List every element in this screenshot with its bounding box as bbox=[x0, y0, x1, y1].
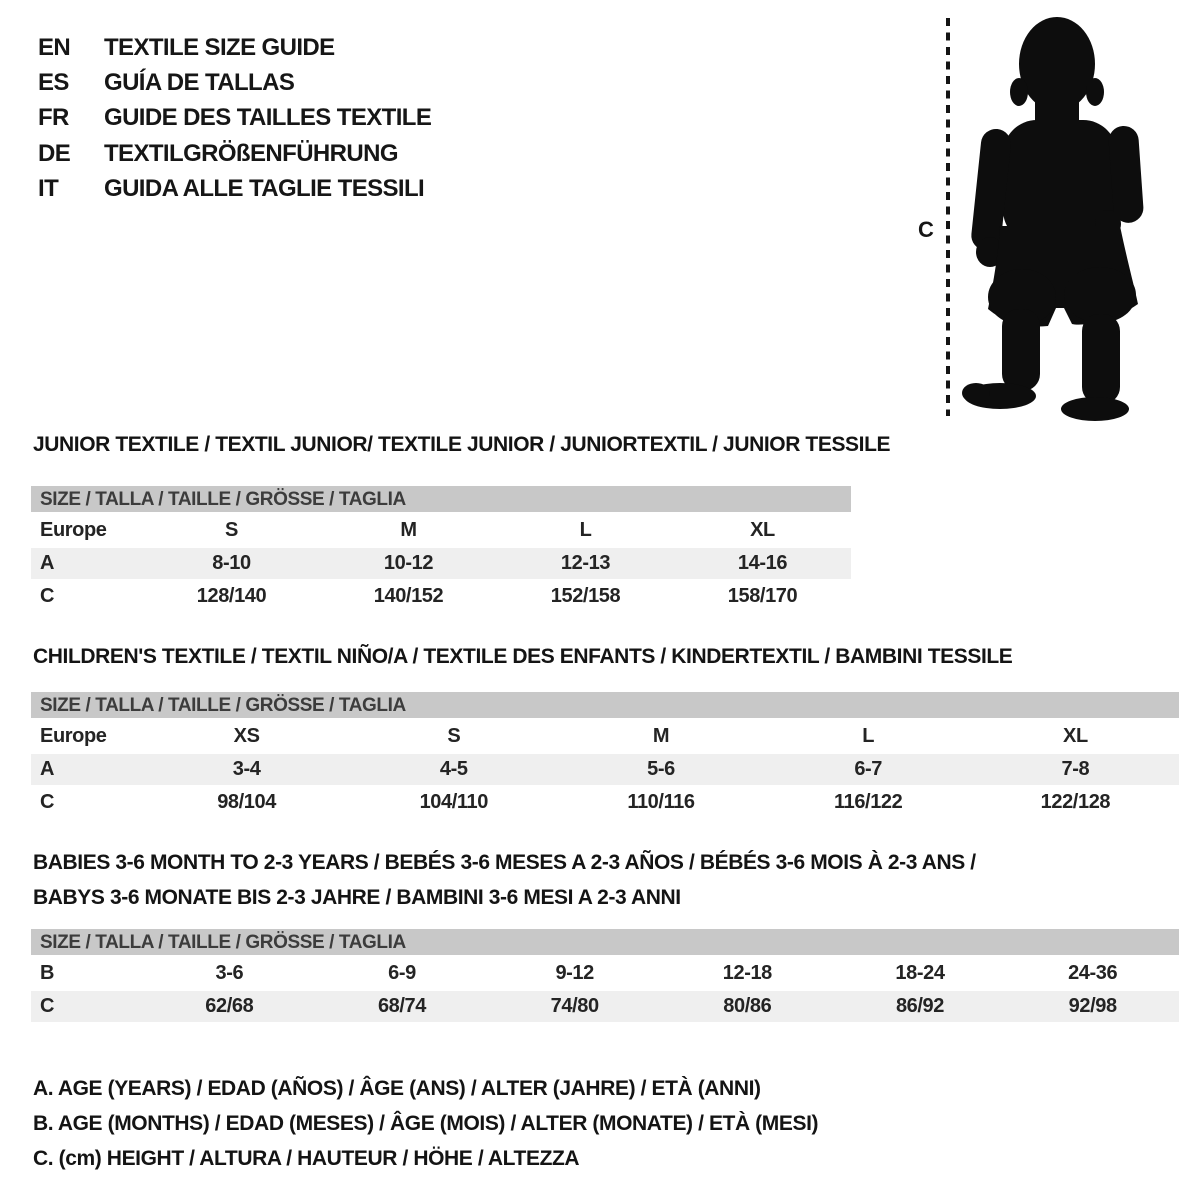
table-cell: M bbox=[400, 519, 417, 541]
guide-title-en: TEXTILE SIZE GUIDE bbox=[104, 33, 335, 61]
table-cell: 80/86 bbox=[723, 995, 772, 1017]
guide-title-de: TEXTILGRÖßENFÜHRUNG bbox=[104, 139, 398, 167]
legend-line-b: B. AGE (MONTHS) / EDAD (MESES) / ÂGE (MOIS) / ALTER (MONATE) / ETÀ (MESI) bbox=[33, 1112, 819, 1135]
size-band: SIZE / TALLA / TAILLE / GRÖSSE / TAGLIA bbox=[31, 486, 851, 512]
table-cell: 128/140 bbox=[196, 585, 267, 607]
table-cell: 68/74 bbox=[377, 995, 427, 1017]
junior-size-table bbox=[31, 486, 851, 614]
row-label: C bbox=[40, 585, 55, 607]
table-row-europe bbox=[31, 721, 1179, 752]
table-cell: 8-10 bbox=[212, 552, 251, 574]
table-cell: 6-7 bbox=[854, 758, 883, 780]
table-cell: XS bbox=[233, 725, 260, 747]
table-cell: 152/158 bbox=[550, 585, 621, 607]
table-cell: L bbox=[579, 519, 592, 541]
guide-title-es: GUÍA DE TALLAS bbox=[104, 69, 295, 97]
table-cell: 122/128 bbox=[1040, 791, 1111, 813]
legend-line-c: C. (cm) HEIGHT / ALTURA / HAUTEUR / HÖHE / ALTEZZA bbox=[33, 1147, 580, 1170]
table-cell: 86/92 bbox=[895, 995, 945, 1017]
table-cell: 92/98 bbox=[1068, 995, 1117, 1017]
babies-section-heading-line1: BABIES 3-6 MONTH TO 2-3 YEARS / BEBÉS 3-6 MESES A 2-3 AÑOS / BÉBÉS 3-6 MOIS À 2-3 ANS / bbox=[33, 851, 976, 874]
babies-size-table bbox=[31, 929, 1179, 1024]
baby-silhouette-figure bbox=[895, 14, 1165, 424]
table-cell: XL bbox=[750, 519, 775, 541]
table-cell: 3-4 bbox=[232, 758, 261, 780]
table-cell: 7-8 bbox=[1061, 758, 1090, 780]
row-label: C bbox=[40, 995, 55, 1017]
row-label: B bbox=[40, 962, 55, 984]
table-cell: 9-12 bbox=[555, 962, 594, 984]
table-cell: L bbox=[862, 725, 875, 747]
legend-line-a: A. AGE (YEARS) / EDAD (AÑOS) / ÂGE (ANS) / ALTER (JAHRE) / ETÀ (ANNI) bbox=[33, 1077, 761, 1100]
table-row-a bbox=[31, 754, 1179, 785]
lang-row-it bbox=[38, 172, 431, 207]
height-measure-label: C bbox=[918, 217, 934, 242]
lang-row-fr bbox=[38, 101, 431, 136]
table-cell: 110/116 bbox=[627, 791, 695, 813]
baby-silhouette bbox=[962, 17, 1144, 421]
table-cell: 4-5 bbox=[439, 758, 468, 780]
babies-section-heading-line2: BABYS 3-6 MONATE BIS 2-3 JAHRE / BAMBINI 3-6 MESI A 2-3 ANNI bbox=[33, 886, 681, 909]
table-row-c bbox=[31, 581, 851, 612]
size-band: SIZE / TALLA / TAILLE / GRÖSSE / TAGLIA bbox=[31, 692, 1179, 718]
table-cell: 98/104 bbox=[217, 791, 276, 813]
table-cell: 5-6 bbox=[647, 758, 675, 780]
row-label: Europe bbox=[40, 725, 107, 747]
lang-row-en bbox=[38, 30, 431, 65]
table-cell: 10-12 bbox=[383, 552, 434, 574]
children-section-heading: CHILDREN'S TEXTILE / TEXTIL NIÑO/A / TEXTILE DES ENFANTS / KINDERTEXTIL / BAMBINI TESSILE bbox=[33, 645, 1013, 668]
table-cell: 62/68 bbox=[205, 995, 254, 1017]
lang-code: IT bbox=[38, 175, 59, 203]
table-cell: S bbox=[447, 725, 461, 747]
legend bbox=[33, 1071, 818, 1176]
row-label: A bbox=[40, 552, 55, 574]
language-header bbox=[38, 30, 431, 207]
junior-section-heading: JUNIOR TEXTILE / TEXTIL JUNIOR/ TEXTILE JUNIOR / JUNIORTEXTIL / JUNIOR TESSILE bbox=[33, 433, 891, 456]
children-size-table bbox=[31, 692, 1179, 820]
lang-code: EN bbox=[38, 33, 71, 61]
table-cell: 24-36 bbox=[1068, 962, 1118, 984]
table-cell: 12-13 bbox=[560, 552, 611, 574]
row-label: C bbox=[40, 791, 55, 813]
table-cell: 18-24 bbox=[895, 962, 945, 984]
row-label: A bbox=[40, 758, 55, 780]
table-cell: 74/80 bbox=[550, 995, 599, 1017]
row-label: Europe bbox=[40, 519, 107, 541]
table-cell: 14-16 bbox=[737, 552, 788, 574]
table-row-b bbox=[31, 958, 1179, 989]
lang-code: DE bbox=[38, 139, 71, 167]
size-band: SIZE / TALLA / TAILLE / GRÖSSE / TAGLIA bbox=[31, 929, 1179, 955]
table-cell: 6-9 bbox=[388, 962, 416, 984]
table-cell: 12-18 bbox=[722, 962, 772, 984]
table-cell: M bbox=[652, 725, 670, 747]
table-cell: 104/110 bbox=[419, 791, 488, 813]
table-row-c bbox=[31, 787, 1179, 818]
table-cell: S bbox=[225, 519, 238, 541]
guide-title-fr: GUIDE DES TAILLES TEXTILE bbox=[104, 104, 432, 132]
guide-title-it: GUIDA ALLE TAGLIE TESSILI bbox=[104, 175, 425, 203]
lang-row-de bbox=[38, 136, 431, 171]
table-cell: XL bbox=[1063, 725, 1088, 747]
lang-code: FR bbox=[38, 104, 69, 132]
table-cell: 116/122 bbox=[833, 791, 903, 813]
table-cell: 140/152 bbox=[373, 585, 444, 607]
table-cell: 158/170 bbox=[727, 585, 798, 607]
lang-row-es bbox=[38, 65, 431, 100]
lang-code: ES bbox=[38, 69, 69, 97]
table-row-a bbox=[31, 548, 851, 579]
table-row-c bbox=[31, 991, 1179, 1022]
table-cell: 3-6 bbox=[215, 962, 244, 984]
table-row-europe bbox=[31, 515, 851, 546]
